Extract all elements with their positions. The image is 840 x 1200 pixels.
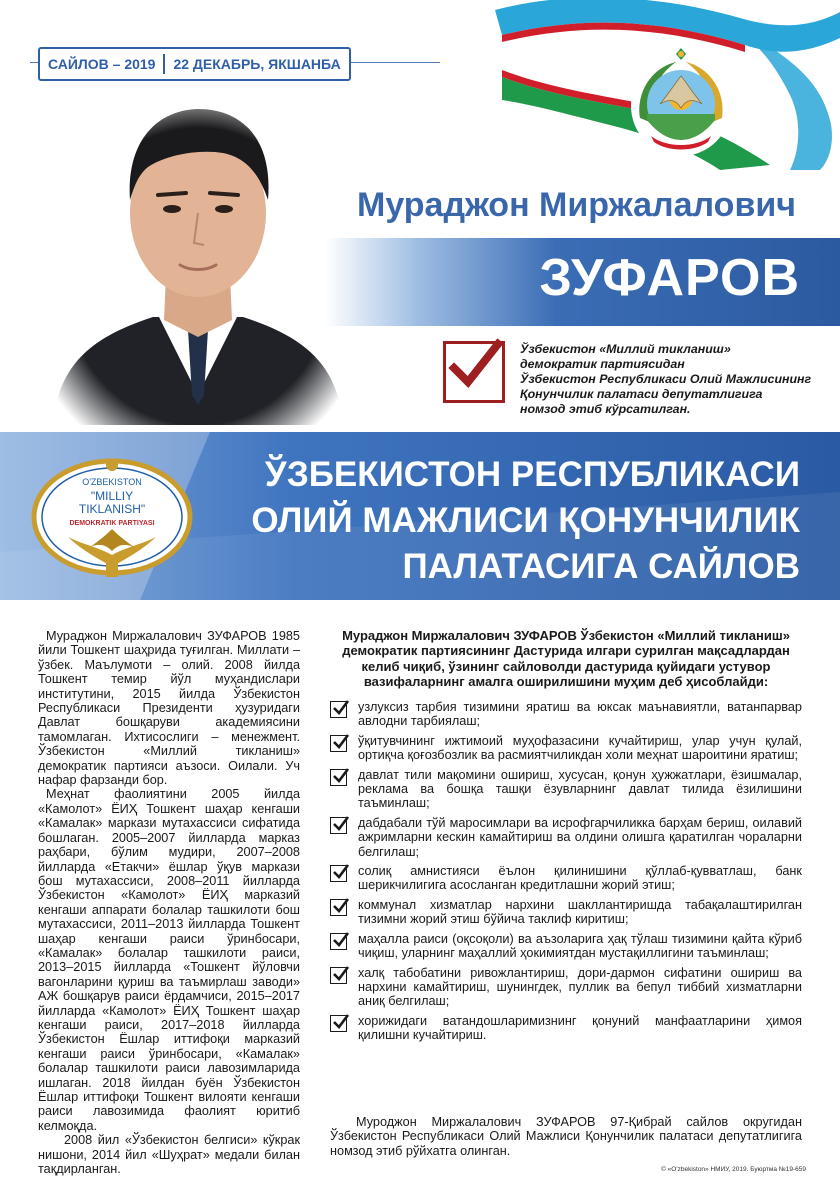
nomination-line: Қонунчилик палатаси депутатлигига <box>520 387 763 401</box>
nomination-line: демократик партиясидан <box>520 357 685 371</box>
program-item-text: маҳалла раиси (оқсоқоли) ва аъзоларига ҳақ тўлаш тизимини қайта кўриб чиқиш, уларнинг маҳаллий ҳокимиятдан мустақиллигини таъминлаш; <box>358 931 802 961</box>
checkmark-icon <box>330 769 347 786</box>
print-imprint: © «O'zbekiston» НМИУ, 2019. Буюртма №19-659 <box>661 1166 806 1173</box>
nomination-line: Ўзбекистон Республикаси Олий Мажлисининг <box>520 372 812 386</box>
title-line: ПАЛАТАСИГА САЙЛОВ <box>402 547 800 586</box>
biography-paragraph: Меҳнат фаолиятини 2005 йилда «Камолот» ЁИҲ Тошкент шаҳар кенгаши «Камалак» маркази мутахассиси сифатида бошлаган. 2005–2007 йилларда марказ раҳбари, бўлим мудири, 2007–2008 йилларда «Етакчи» ёшлар ўқув маркази бош мутахассиси, 2008–2011 йилларда Ўзбекистон «Камолот» ЁИҲ марказий кенгаши аппарати болалар ташкилоти бош мутахассиси, 2011–2013 йилларда Тошкент шаҳар кенгаши раиси ўринбосари, «Камалак» болалар ташкилоти раиси, 2013–2015 йилларда «Тошкент йўловчи вагонларини қуриш ва таъмирлаш заводи» АЖ бошқарув раиси ёрдамчиси, 2015–2017 йилларда «Камолот» ЁИҲ Тошкент шаҳар кенгаши раиси, 2017–2018 йилларда Ўзбекистон Ёшлар иттифоқи марказий кенгаши раиси ўринбосари, «Камалак» болалар ташкилоти раиси лавозимларида ишлаган. 2018 йилдан буён Ўзбекистон Ёшлар иттифоқи Тошкент вилояти кенгаши раиси лавозимида фаолият юритиб келмоқда. <box>38 787 300 1133</box>
badge-date-label: 22 ДЕКАБРЬ, ЯКШАНБА <box>173 56 341 72</box>
badge-election-label: САЙЛОВ – 2019 <box>48 56 156 72</box>
nomination-checkbox-icon <box>443 341 505 403</box>
program-item-text: дабдабали тўй маросимлари ва исрофгарчиликка барҳам бериш, оилавий ажримларни кескин камайтириш ва олдини олишга қаратилган чораларни белгилаш; <box>358 815 802 859</box>
program-item-text: халқ табобатини ривожлантириш, дори-дармон сифатини ошириш ва нархини камайтириш, шунингдек, пуллик ва бепул тиббий хизматларни аниқ белгилаш; <box>358 965 802 1009</box>
program-item-text: давлат тили мақомини ошириш, хусусан, қонун ҳужжатлари, ёзишмалар, реклама ва бошқа ташқи ёзувларнинг давлат тилида ёзилишини таъминлаш; <box>358 767 802 811</box>
checkmark-icon <box>330 899 347 916</box>
program-item-text: коммунал хизматлар нархини шакллантиришда табақалаштирилган тизимни жорий этиш бўйича таклиф киритиш; <box>358 897 802 927</box>
state-emblem-icon <box>626 48 736 158</box>
biography-paragraph: Мураджон Миржалалович ЗУФАРОВ 1985 йили Тошкент шаҳрида туғилган. Миллати – ўзбек. Маълумоти – олий. 2008 йилда Тошкент темир йўл муҳандислари институтини, 2015 йилда Ўзбекистон Республикаси Президенти ҳузуридаги Давлат бошқаруви академиясини тамомлаган. Ихтисослиги – менежмент. Ўзбекистон «Миллий тикланиш» демократик партияси аъзоси. Оилали. Уч нафар фарзанди бор. <box>38 629 300 788</box>
party-logo-line1: O'ZBEKISTON <box>82 477 142 487</box>
checkmark-icon <box>330 817 347 834</box>
party-logo-line4: DEMOKRATIK PARTIYASI <box>69 520 155 527</box>
biography-paragraph: 2008 йил «Ўзбекистон белгиси» кўкрак нишони, 2014 йил «Шуҳрат» медали билан тақдирланган. <box>38 1133 300 1177</box>
checkmark-icon <box>330 967 347 984</box>
nomination-text <box>520 342 820 417</box>
program-item <box>330 898 802 927</box>
title-line: ЎЗБЕКИСТОН РЕСПУБЛИКАСИ <box>265 455 800 494</box>
title-line: ОЛИЙ МАЖЛИСИ ҚОНУНЧИЛИК <box>251 501 800 540</box>
program-item-text: узлуксиз тарбия тизимини яратиш ва юксак маънавиятли, ватанпарвар авлодни тарбиялаш; <box>358 700 802 729</box>
program-intro: Мураджон Миржалалович ЗУФАРОВ Ўзбекистон «Миллий тикланиш» демократик партиясининг Дастурида илгари сурилган мақсадлардан келиб чиқиб, ўзининг сайловолди дастурида қуйидаги устувор вазифаларнинг амалга оширилишини муҳим деб ҳисоблайди: <box>342 628 790 690</box>
checkmark-icon <box>330 1015 347 1032</box>
program-item <box>330 734 802 763</box>
program-list <box>330 700 802 1048</box>
program-item <box>330 932 802 961</box>
nomination-line: номзод этиб кўрсатилган. <box>520 402 691 416</box>
program-item-text: хорижидаги ватандошларимизнинг қонуний манфаатларини ҳимоя қилишни кучайтириш. <box>358 1013 802 1043</box>
program-item <box>330 966 802 1009</box>
program-item-text: ўқитувчининг ижтимоий муҳофазасини кучайтириш, улар учун қулай, ортиқча қоғозбозлик ва расмиятчиликдан холи меҳнат шароитини яратиш; <box>358 733 802 763</box>
checkmark-icon <box>330 735 347 752</box>
program-item <box>330 768 802 811</box>
program-item <box>330 816 802 859</box>
candidate-photo <box>48 95 348 425</box>
election-title <box>251 452 800 590</box>
election-date-badge <box>38 47 351 81</box>
nomination-line: Ўзбекистон «Миллий тикланиш» <box>520 342 731 356</box>
program-item <box>330 1014 802 1043</box>
checkmark-icon <box>330 865 347 882</box>
program-item <box>330 864 802 893</box>
program-item-text: солиқ амнистияси ёълон қилинишини қўллаб-қувватлаш, банк шерикчилигига асосланган кредитлашни жорий этиш; <box>358 864 802 893</box>
checkmark-icon <box>330 701 347 718</box>
checkmark-icon <box>330 933 347 950</box>
biography-text <box>38 629 300 1176</box>
program-item <box>330 700 802 729</box>
party-logo <box>30 455 195 585</box>
candidate-surname: ЗУФАРОВ <box>539 249 800 307</box>
party-logo-line3: TIKLANISH" <box>78 502 146 516</box>
registration-note: Муроджон Миржалалович ЗУФАРОВ 97-Қибрай сайлов округидан Ўзбекистон Республикаси Олий Мажлиси Қонунчилик палатаси депутатлигига номзод этиб рўйхатга олинган. <box>330 1115 802 1158</box>
candidate-first-names: Мураджон Миржалалович <box>357 186 796 224</box>
party-logo-line2: "MILLIY <box>90 489 134 503</box>
